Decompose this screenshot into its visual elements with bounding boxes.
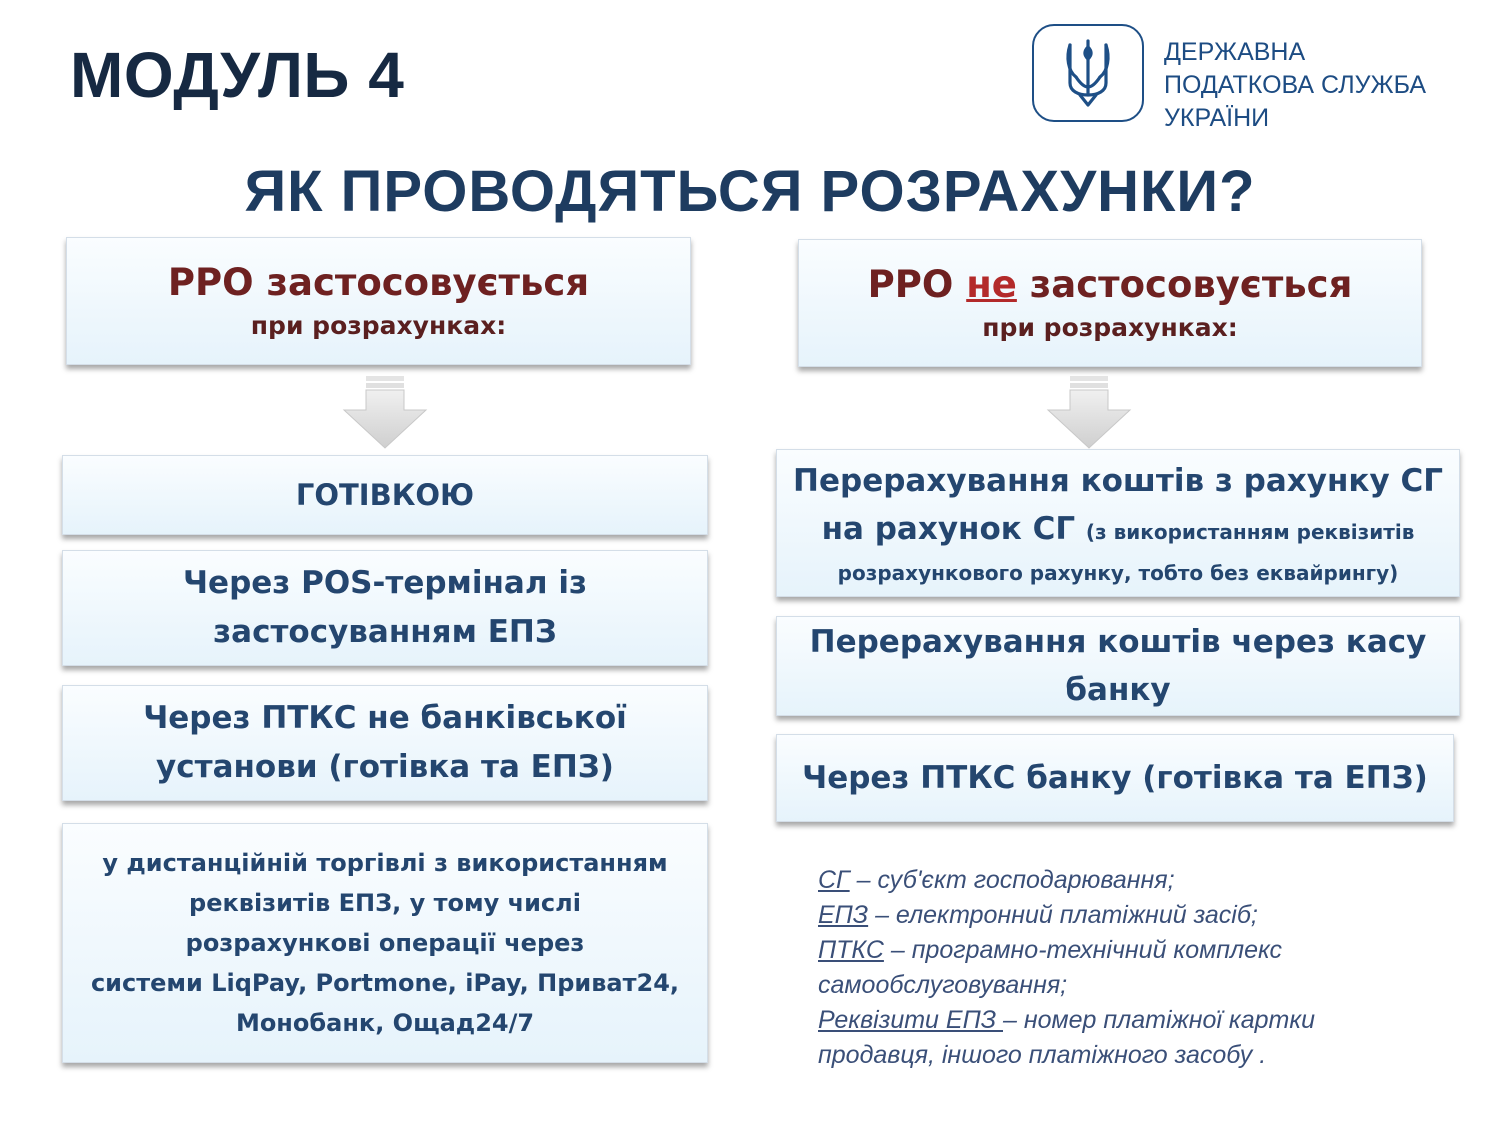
right-item-note: розрахункового рахунку, тобто без еквайрингу) bbox=[837, 560, 1399, 585]
glossary-term: ЕПЗ bbox=[818, 901, 869, 929]
glossary-line bbox=[818, 1038, 1315, 1073]
right-item-note: (з використанням реквізитів bbox=[1085, 519, 1415, 544]
left-header-sub: при розрахунках: bbox=[250, 311, 507, 340]
left-item-pos bbox=[62, 550, 708, 666]
page-title: ЯК ПРОВОДЯТЬСЯ РОЗРАХУНКИ? bbox=[244, 159, 1256, 224]
glossary-definition: самообслуговування; bbox=[818, 971, 1068, 999]
right-item-text bbox=[822, 505, 1415, 556]
glossary bbox=[818, 863, 1315, 1073]
right-header-prefix: РРО bbox=[867, 263, 967, 306]
left-item-text: ГОТІВКОЮ bbox=[295, 478, 475, 512]
org-name-line: ПОДАТКОВА СЛУЖБА bbox=[1164, 71, 1427, 99]
left-item-text: розрахункові операції через bbox=[185, 929, 585, 957]
right-header-suffix: застосовується bbox=[1016, 263, 1353, 306]
right-down-arrow-icon bbox=[1046, 374, 1132, 450]
right-item-text: Через ПТКС банку (готівка та ЕПЗ) bbox=[802, 759, 1428, 796]
left-item-cash bbox=[62, 455, 708, 535]
module-title: МОДУЛЬ 4 bbox=[70, 39, 405, 111]
right-header-main bbox=[868, 260, 1353, 310]
right-header-card bbox=[798, 239, 1422, 367]
right-header-sub: при розрахунках: bbox=[982, 313, 1238, 342]
left-down-arrow-icon bbox=[342, 374, 428, 450]
left-item-text: Через POS-термінал із bbox=[183, 565, 587, 601]
left-header-card bbox=[66, 237, 691, 365]
left-item-text: Монобанк, Ощад24/7 bbox=[235, 1009, 535, 1037]
left-header-main: РРО застосовується bbox=[167, 261, 590, 304]
org-name-line: ДЕРЖАВНА bbox=[1164, 38, 1306, 66]
right-item-bank-ptks bbox=[776, 734, 1454, 822]
glossary-definition: – суб'єкт господарювання; bbox=[849, 866, 1175, 894]
glossary-line bbox=[818, 863, 1315, 898]
right-item-bank-cash bbox=[776, 616, 1460, 716]
right-item-text: банку bbox=[1065, 672, 1171, 708]
right-item-transfer bbox=[776, 449, 1460, 597]
glossary-term: СГ bbox=[818, 866, 850, 894]
glossary-definition: продавця, іншого платіжного засобу . bbox=[818, 1041, 1267, 1069]
glossary-line bbox=[818, 1003, 1315, 1038]
glossary-definition: – номер платіжної картки bbox=[1003, 1006, 1316, 1034]
left-item-remote bbox=[62, 823, 708, 1063]
logo bbox=[1032, 24, 1144, 122]
right-item-text-part: на рахунок СГ bbox=[821, 510, 1076, 547]
trident-icon bbox=[1060, 37, 1116, 109]
glossary-term: ПТКС bbox=[818, 936, 884, 964]
left-item-text: реквізитів ЕПЗ, у тому числі bbox=[189, 889, 581, 917]
glossary-term: Реквізити ЕПЗ bbox=[818, 1006, 1003, 1034]
left-item-text: застосуванням ЕПЗ bbox=[213, 614, 557, 650]
left-item-text: у дистанційній торгівлі з використанням bbox=[102, 849, 668, 877]
glossary-definition: – програмно-технічний комплекс bbox=[883, 936, 1283, 964]
left-item-text: Через ПТКС не банківської bbox=[143, 700, 627, 736]
right-header-negation: не bbox=[966, 263, 1017, 306]
left-item-text: системи LiqPay, Portmone, iPay, Приват24, bbox=[90, 969, 680, 997]
org-name-line: УКРАЇНИ bbox=[1164, 104, 1270, 132]
left-item-text: установи (готівка та ЕПЗ) bbox=[156, 749, 614, 785]
right-item-text: Перерахування коштів через касу bbox=[809, 624, 1427, 660]
right-item-text: Перерахування коштів з рахунку СГ bbox=[793, 462, 1443, 499]
org-name bbox=[1164, 36, 1426, 135]
glossary-line bbox=[818, 898, 1315, 933]
glossary-line bbox=[818, 968, 1315, 1003]
glossary-definition: – електронний платіжний засіб; bbox=[868, 901, 1258, 929]
left-item-ptks bbox=[62, 685, 708, 801]
glossary-line bbox=[818, 933, 1315, 968]
